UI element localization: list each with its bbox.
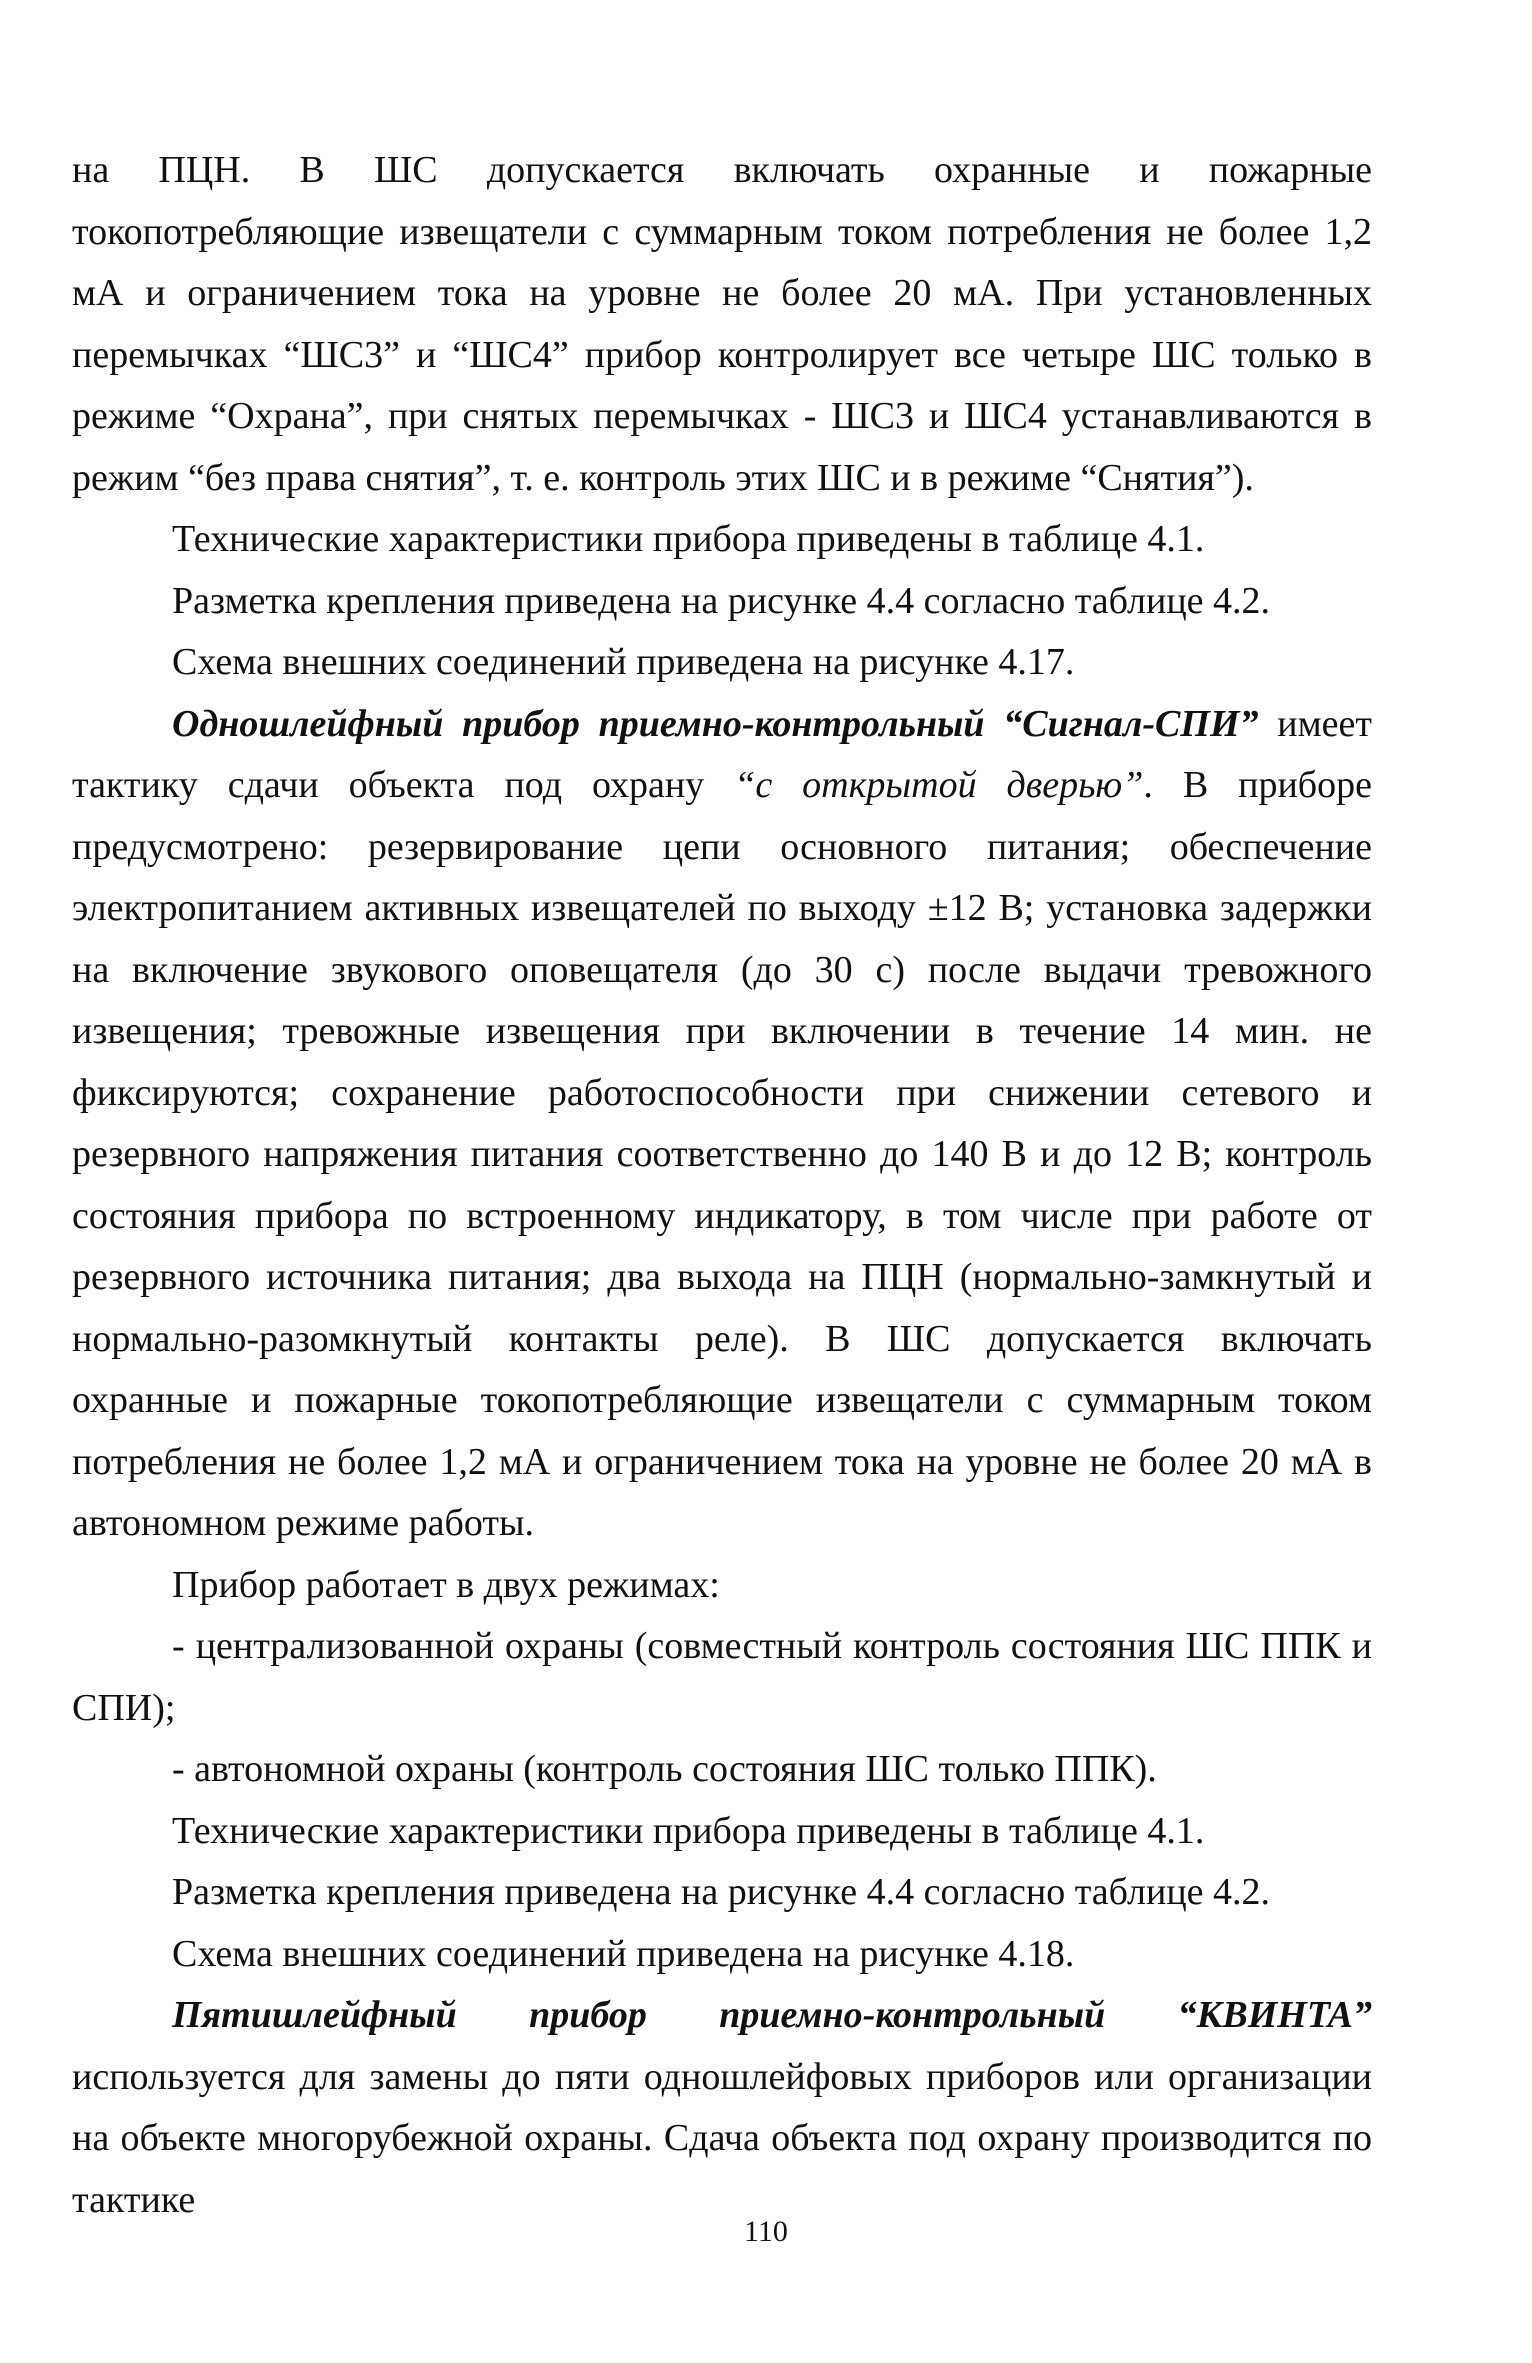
paragraph-mounting-ref-2: Разметка крепления приведена на рисунке 4.4 согласно таблице 4.2. (172, 1871, 1271, 1913)
paragraph-mode-autonomous: - автономной охраны (контроль состояния ШС только ППК). (172, 1748, 1157, 1790)
device-title-signal-spi: Одношлейфный прибор приемно-контрольный “Сигнал-СПИ” (172, 702, 1259, 745)
paragraph-modes-intro: Прибор работает в двух режимах: (172, 1563, 720, 1606)
paragraph-kvinta (72, 1985, 1372, 2231)
paragraph-tech-specs-ref: Технические характеристики прибора приведены в таблице 4.1. (172, 518, 1205, 560)
paragraph-mode-centralized: - централизованной охраны (совместный контроль состояния ШС ППК и СПИ); (72, 1625, 1372, 1729)
text-fragment: используется для замены до пяти одношлейфовых приборов или организации на объекте многорубежной охраны. Сдача объекта под охрану производится по тактике (72, 2055, 1372, 2221)
tactic-quote: “с открытой дверью” (734, 764, 1144, 806)
text-fragment: имеет тактику сдачи объекта под охрану (72, 702, 1372, 806)
device-title-kvinta: Пятишлейфный прибор приемно-контрольный “КВИНТА” (172, 1994, 1372, 2036)
paragraph-continuation: на ПЦН. В ШС допускается включать охранные и пожарные токопотребляющие извещатели с суммарным током потребления не более 1,2 мА и ограничением тока на уровне не более 20 мА. При установленных перемычках “ШС3” и “ШС4” прибор контролирует все четыре ШС только в режиме “Охрана”, при снятых перемычках - ШС3 и ШС4 устанавливаются в режим “без права снятия”, т. е. контроль этих ШС и в режиме “Снятия”). (72, 149, 1372, 499)
paragraph-mounting-ref: Разметка крепления приведена на рисунке 4.4 согласно таблице 4.2. (172, 579, 1271, 622)
paragraph-wiring-ref-2: Схема внешних соединений приведена на рисунке 4.18. (172, 1932, 1075, 1975)
paragraph-tech-specs-ref-2: Технические характеристики прибора приведены в таблице 4.1. (172, 1809, 1205, 1852)
body-text (72, 140, 1372, 2231)
paragraph-signal-spi (72, 694, 1372, 1555)
page-number: 110 (744, 2215, 788, 2248)
paragraph-wiring-ref: Схема внешних соединений приведена на рисунке 4.17. (172, 641, 1075, 683)
text-fragment: . В приборе предусмотрено: резервирование цепи основного питания; обеспечение электропитанием активных извещателей по выходу ±12 В; установка задержки на включение звукового оповещателя (до 30 с) после выдачи тревожного извещения; тревожные извещения при включении в течение 14 мин. не фиксируются; сохранение работоспособности при снижении сетевого и резервного напряжения питания соответственно до 140 В и до 12 В; контроль состояния прибора по встроенному индикатору, в том числе при работе от резервного источника питания; два выхода на ПЦН (нормально-замкнутый и нормально-разомкнутый контакты реле). В ШС допускается включать охранные и пожарные токопотребляющие извещатели с суммарным током потребления не более 1,2 мА и ограничением тока на уровне не более 20 мА в автономном режиме работы. (72, 764, 1373, 1544)
